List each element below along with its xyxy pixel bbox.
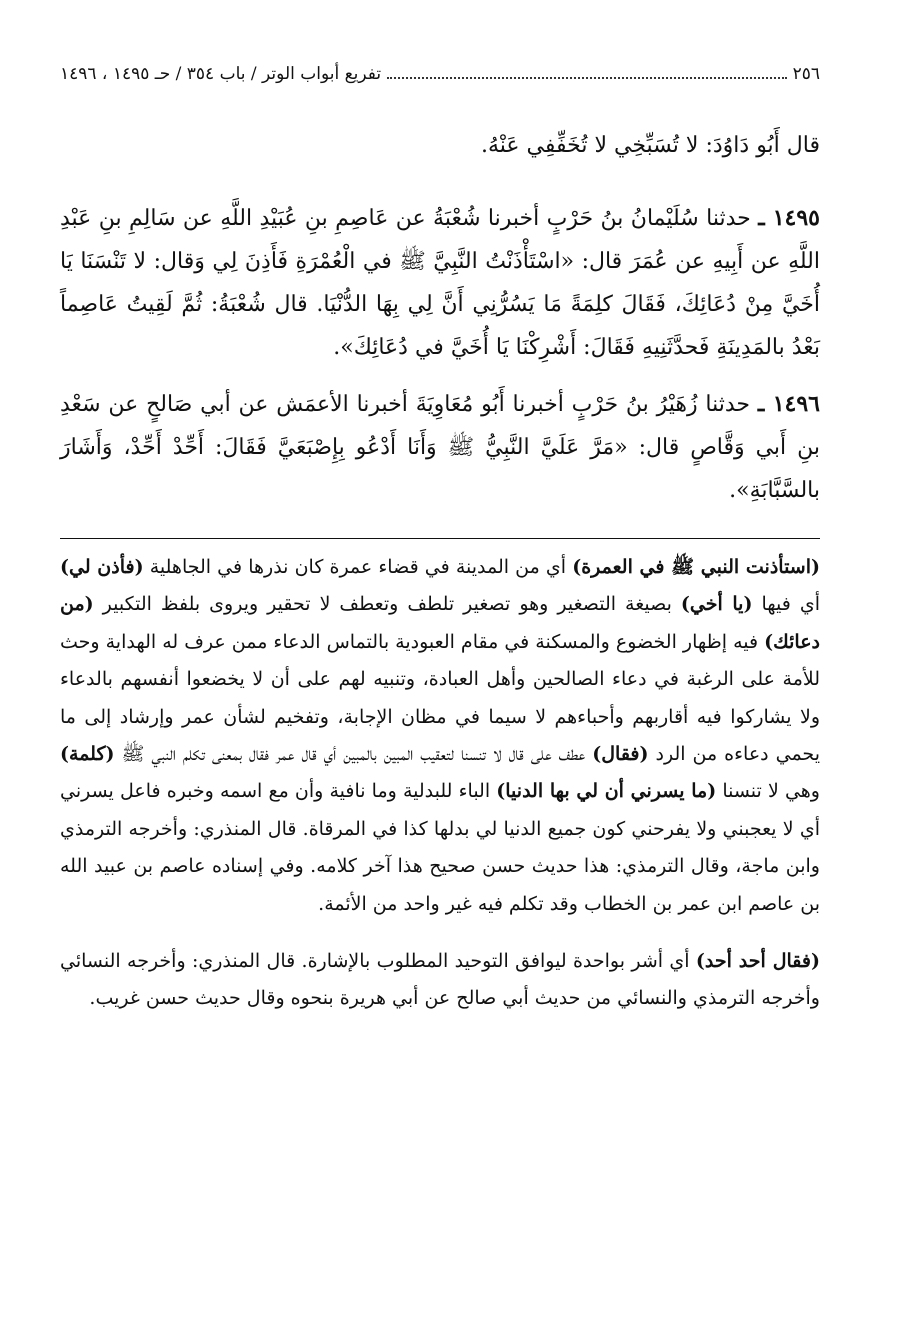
- commentary-lemma: (كلمة): [60, 743, 115, 766]
- page-number: ٢٥٦: [792, 64, 820, 84]
- hadith-text: حدثنا سُلَيْمانُ بنُ حَرْبٍ أخبرنا شُعْبَةُ عن عَاصِمِ بنِ عُبَيْدِ اللَّهِ عن سَالِمِ بنِ عَبْدِ اللَّهِ عن أَبِيهِ عن عُمَرَ قال: «اسْتَأْذَنْتُ النَّبِيَّ ﷺ في الْعُمْرَةِ فَأَذِنَ لِي وَقال: لا تَنْسَنَا يَا أُخَيَّ مِنْ دُعَائِكَ، فَقَالَ كلِمَةً مَا يَسُرُّنِي أَنَّ لِي بِهَا الدُّنْيَا. قال شُعْبَةُ: ثُمَّ لَقِيتُ عَاصِماً بَعْدُ بالمَدِينَةِ فَحدَّثَنِيهِ فَقَالَ: أَشْرِكْنَا يَا أُخَيَّ في دُعَائِكَ».: [60, 206, 820, 360]
- commentary-text: فيه إظهار الخضوع والمسكنة في مقام العبودية بالتماس الدعاء ممن عرف له الهداية وحث للأمة على الرغبة في دعاء الصالحين وأهل العبادة، وتنبيه لهم على أن لا يخضعوا أنفسهم بالدعاء ولا يشاركوا فيه أقاربهم وأحباءهم لا سيما في مظان الإجابة، وتفخيم لشأن عمر وإرشاد إلى ما يحمي دعاءه من الرد: [59, 630, 820, 766]
- running-title: تفريع أبواب الوتر / باب ٣٥٤ / حـ ١٤٩٥ ، ١٤٩٦: [60, 64, 382, 84]
- hadith-1495: [60, 197, 820, 369]
- commentary-1496: [60, 943, 820, 1018]
- commentary-lemma: (استأذنت النبي ﷺ في العمرة): [572, 556, 820, 578]
- hadith-1496: [60, 383, 820, 512]
- commentary-text: بصيغة التصغير وهو تصغير تلطف وتعطف لا تحقير ويروى بلفظ التكبير: [93, 593, 681, 616]
- hadith-text: حدثنا زُهَيْرُ بنُ حَرْبٍ أخبرنا أَبُو مُعَاوِيَةَ أخبرنا الأعمَش عن أبي صَالحٍ عن سَعْدِ بنِ أَبي وَقَّاصٍ قال: «مَرَّ عَلَيَّ النَّبِيُّ ﷺ وَأَنَا أَدْعُو بِإِصْبَعَيَّ فَقَالَ: أَحِّدْ أَحِّدْ، وَأَشَارَ بالسَّبَّابَةِ».: [60, 392, 820, 503]
- commentary-text: الباء للبدلية وما نافية وأن مع اسمه وخبره فاعل يسرني أي لا يعجبني ولا يفرحني كون جميع الدنيا لي بدلها كذا في المرقاة. قال المنذري: وأخرجه الترمذي وابن ماجة، وقال الترمذي: هذا حديث حسن صحيح هذا آخر كلامه. وفي إسناده عاصم بن عبيد الله بن عاصم ابن عمر بن الخطاب وقد تكلم فيه غير واحد من الأئمة.: [60, 780, 820, 915]
- commentary-text: عطف على قال لا تنسنا لتعقيب المبين بالمبين أي قال عمر فقال بمعنى تكلم النبي ﷺ: [114, 743, 593, 766]
- hadith-number: ١٤٩٦ ـ: [757, 391, 820, 417]
- abu-dawud-note: قال أَبُو دَاوُدَ: لا تُسَبِّخِي لا تُخَفِّفِي عَنْهُ.: [481, 133, 820, 158]
- footnote-divider: [60, 538, 820, 539]
- commentary-lemma: (فأذن لي): [60, 556, 144, 578]
- commentary-text: أي فيها: [752, 593, 820, 616]
- commentary-lemma: (ما يسرني أن لي بها الدنيا): [496, 780, 717, 803]
- commentary-lemma: (من دعائك): [60, 593, 820, 653]
- commentary-1495: [60, 549, 820, 923]
- commentary-lemma: (يا أخي): [680, 593, 753, 616]
- commentary-lemma: (فقال): [592, 743, 649, 766]
- commentary-text: أي من المدينة في قضاء عمرة كان نذرها في الجاهلية: [143, 556, 573, 578]
- page: [60, 58, 820, 1018]
- header-dotted-leader: [387, 63, 786, 79]
- commentary-text: وهي لا تنسنا: [716, 780, 820, 803]
- hadith-number: ١٤٩٥ ـ: [758, 205, 820, 231]
- commentary-text: أي أشر بواحدة ليوافق التوحيد المطلوب بالإشارة. قال المنذري: وأخرجه النسائي وأخرجه الترمذي والنسائي من حديث أبي صالح عن أبي هريرة بنحوه وقال حديث حسن غريب.: [60, 950, 820, 1010]
- running-header: [60, 58, 820, 90]
- commentary-lemma: (فقال أحد أحد): [695, 950, 820, 973]
